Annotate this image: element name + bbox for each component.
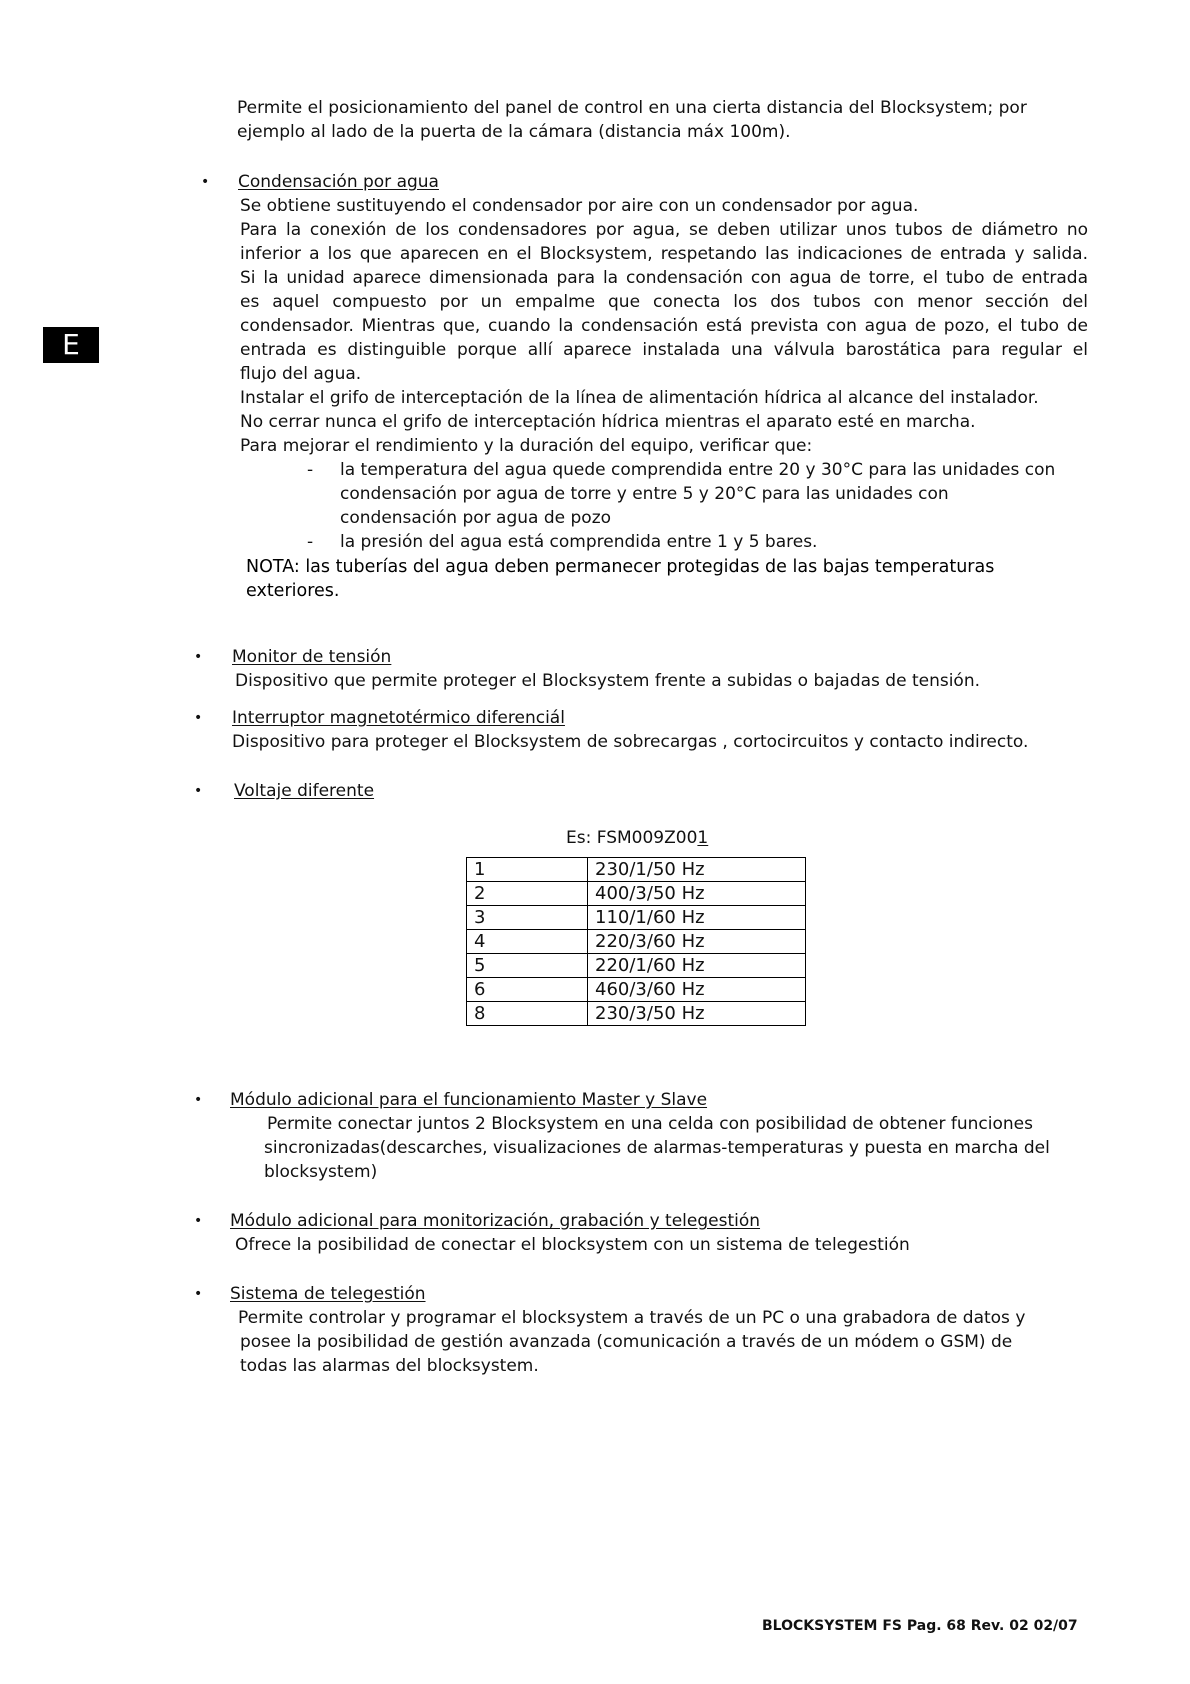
table-row — [467, 954, 806, 978]
body-line: Permite controlar y programar el blocksystem a través de un PC o una grabadora de datos y — [238, 1308, 1026, 1328]
intro-paragraph — [237, 96, 1027, 144]
condensacion-title: Condensación por agua — [238, 172, 439, 192]
bullet-icon: • — [201, 174, 210, 190]
voltage-value-cell: 460/3/60 Hz — [588, 978, 806, 1002]
nota-block — [246, 555, 994, 603]
body-line: Si la unidad aparece dimensionada para la condensación con agua de torre, el tubo de entrada — [240, 268, 1088, 288]
condition-line: la temperatura del agua quede comprendida entre 20 y 30°C para las unidades con — [340, 460, 1056, 480]
nota-line: exteriores. — [246, 581, 340, 601]
intro-line: Permite el posicionamiento del panel de control en una cierta distancia del Blocksystem; por — [237, 98, 1027, 118]
bullet-icon: • — [194, 1286, 203, 1302]
voltage-value-cell: 110/1/60 Hz — [588, 906, 806, 930]
bullet-icon: • — [194, 649, 203, 665]
body-line: blocksystem) — [264, 1162, 378, 1182]
example-code-digit: 1 — [697, 828, 709, 848]
nota-line: NOTA: las tuberías del agua deben permanecer protegidas de las bajas temperaturas — [246, 557, 995, 577]
voltage-table — [466, 857, 806, 1026]
section-tab-e: E — [43, 327, 99, 363]
body-line: flujo del agua. — [240, 364, 362, 384]
monitorizacion-title: Módulo adicional para monitorización, grabación y telegestión — [230, 1211, 761, 1231]
intro-line: ejemplo al lado de la puerta de la cámara (distancia máx 100m). — [237, 122, 791, 142]
body-line: es aquel compuesto por un empalme que conecta los dos tubos con menor sección del — [240, 292, 1088, 312]
table-row — [467, 978, 806, 1002]
body-line: Se obtiene sustituyendo el condensador por aire con un condensador por agua. — [240, 196, 919, 216]
bullet-icon: • — [194, 1092, 203, 1108]
dash-marker: - — [307, 460, 314, 480]
interruptor-text: Dispositivo para proteger el Blocksystem de sobrecargas , cortocircuitos y contacto indirecto. — [232, 732, 1029, 752]
condition-line: condensación por agua de pozo — [340, 508, 612, 528]
voltage-code-cell: 5 — [467, 954, 588, 978]
example-code: Es: FSM009Z00 — [566, 828, 698, 848]
body-line: Para la conexión de los condensadores por agua, se deben utilizar unos tubos de diámetro no — [240, 220, 1088, 240]
condition-item-pressure: la presión del agua está comprendida entre 1 y 5 bares. — [340, 532, 818, 552]
condensacion-body — [240, 194, 1088, 458]
bullet-icon: • — [194, 783, 203, 799]
page-footer: BLOCKSYSTEM FS Pag. 68 Rev. 02 02/07 — [762, 1618, 1078, 1634]
voltaje-example — [566, 826, 708, 850]
body-line: entrada es distinguible porque allí aparece instalada una válvula barostática para regular el — [240, 340, 1088, 360]
table-row — [467, 1002, 806, 1026]
voltage-code-cell: 3 — [467, 906, 588, 930]
body-line: todas las alarmas del blocksystem. — [240, 1356, 539, 1376]
body-line: No cerrar nunca el grifo de interceptación hídrica mientras el aparato esté en marcha. — [240, 412, 976, 432]
telegestion-title: Sistema de telegestión — [230, 1284, 426, 1304]
voltage-value-cell: 220/3/60 Hz — [588, 930, 806, 954]
voltage-code-cell: 4 — [467, 930, 588, 954]
voltage-value-cell: 230/1/50 Hz — [588, 858, 806, 882]
voltage-value-cell: 220/1/60 Hz — [588, 954, 806, 978]
master-slave-body — [264, 1112, 1050, 1184]
condition-line: condensación por agua de torre y entre 5 y 20°C para las unidades con — [340, 484, 949, 504]
body-line: Para mejorar el rendimiento y la duración del equipo, verificar que: — [240, 436, 813, 456]
body-line: condensador. Mientras que, cuando la condensación está prevista con agua de pozo, el tubo de — [240, 316, 1088, 336]
voltage-code-cell: 8 — [467, 1002, 588, 1026]
telegestion-body — [238, 1306, 1025, 1378]
bullet-icon: • — [194, 710, 203, 726]
bullet-icon: • — [194, 1213, 203, 1229]
voltage-code-cell: 2 — [467, 882, 588, 906]
table-row — [467, 906, 806, 930]
voltage-value-cell: 230/3/50 Hz — [588, 1002, 806, 1026]
monitorizacion-text: Ofrece la posibilidad de conectar el blocksystem con un sistema de telegestión — [235, 1235, 910, 1255]
voltaje-title: Voltaje diferente — [234, 781, 375, 801]
body-line: inferior a los que aparecen en el Blocksystem, respetando las indicaciones de entrada y salida. — [240, 244, 1088, 264]
voltage-value-cell: 400/3/50 Hz — [588, 882, 806, 906]
dash-marker: - — [307, 532, 314, 552]
monitor-title: Monitor de tensión — [232, 647, 392, 667]
interruptor-title: Interruptor magnetotérmico diferenciál — [232, 708, 565, 728]
monitor-text: Dispositivo que permite proteger el Blocksystem frente a subidas o bajadas de tensión. — [235, 671, 981, 691]
voltage-code-cell: 6 — [467, 978, 588, 1002]
body-line: sincronizadas(descarches, visualizaciones de alarmas-temperaturas y puesta en marcha del — [264, 1138, 1050, 1158]
table-row — [467, 930, 806, 954]
master-slave-title: Módulo adicional para el funcionamiento Master y Slave — [230, 1090, 708, 1110]
body-line: Permite conectar juntos 2 Blocksystem en una celda con posibilidad de obtener funciones — [267, 1114, 1033, 1134]
condition-item-temperature — [340, 458, 1055, 530]
body-line: posee la posibilidad de gestión avanzada (comunicación a través de un módem o GSM) de — [240, 1332, 1013, 1352]
body-line: Instalar el grifo de interceptación de la línea de alimentación hídrica al alcance del instalador. — [240, 388, 1039, 408]
voltage-code-cell: 1 — [467, 858, 588, 882]
table-row — [467, 858, 806, 882]
table-row — [467, 882, 806, 906]
